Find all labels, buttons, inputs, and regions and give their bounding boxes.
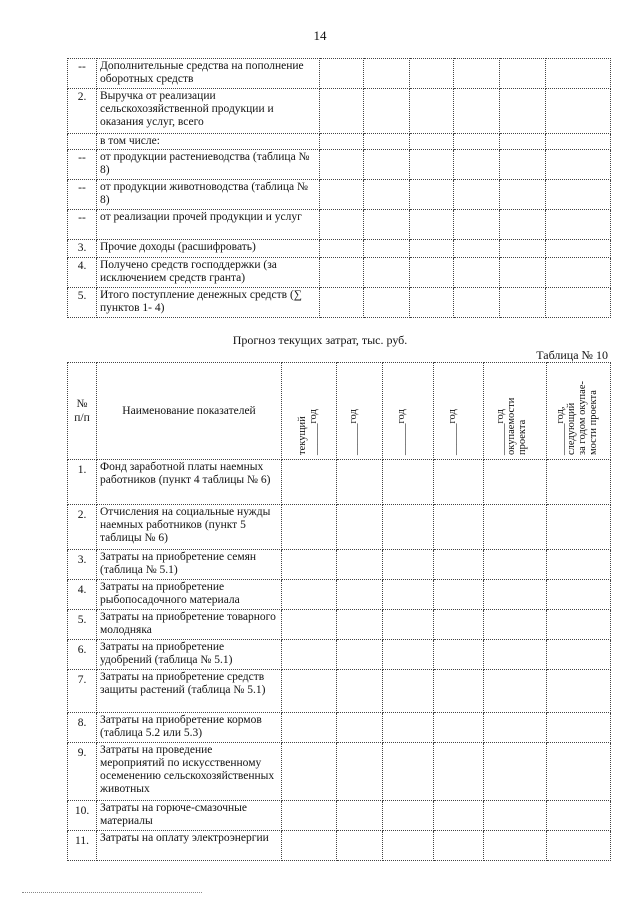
row-number: 5.: [68, 288, 97, 318]
value-cell[interactable]: [454, 59, 500, 89]
value-cell[interactable]: [547, 610, 611, 640]
row-label: Затраты на приобретение семян (таблица № 5.1): [97, 550, 282, 580]
value-cell[interactable]: [383, 801, 434, 831]
value-cell[interactable]: [282, 801, 337, 831]
value-cell[interactable]: [484, 550, 547, 580]
value-cell[interactable]: [454, 288, 500, 318]
header-number: № п/п: [68, 363, 97, 460]
value-cell[interactable]: [454, 150, 500, 180]
row-label: Выручка от реализации сельскохозяйственной продукции и оказания услуг, всего: [97, 89, 320, 134]
table-row: [68, 134, 611, 150]
value-cell[interactable]: [337, 640, 383, 670]
value-cell[interactable]: [282, 670, 337, 713]
value-cell[interactable]: [364, 59, 410, 89]
value-cell[interactable]: [546, 89, 611, 134]
value-cell[interactable]: [364, 180, 410, 210]
value-cell[interactable]: [383, 831, 434, 861]
value-cell[interactable]: [337, 505, 383, 550]
value-cell[interactable]: [547, 801, 611, 831]
value-cell[interactable]: [434, 743, 484, 801]
value-cell[interactable]: [546, 258, 611, 288]
value-cell[interactable]: [434, 831, 484, 861]
value-cell[interactable]: [434, 640, 484, 670]
value-cell[interactable]: [434, 801, 484, 831]
row-label: от реализации прочей продукции и услуг: [97, 210, 320, 240]
value-cell[interactable]: [282, 580, 337, 610]
value-cell[interactable]: [454, 89, 500, 134]
value-cell[interactable]: [337, 460, 383, 505]
value-cell[interactable]: [434, 460, 484, 505]
row-number: --: [68, 180, 97, 210]
value-cell[interactable]: [484, 713, 547, 743]
value-cell[interactable]: [410, 210, 454, 240]
costs-table: [67, 362, 611, 861]
value-cell[interactable]: [500, 59, 546, 89]
value-cell[interactable]: [410, 134, 454, 150]
value-cell[interactable]: [454, 240, 500, 258]
value-cell[interactable]: [484, 801, 547, 831]
row-number: 4.: [68, 580, 97, 610]
value-cell[interactable]: [484, 831, 547, 861]
header-year-4: ______год: [434, 363, 484, 460]
table-row: [68, 580, 611, 610]
table-row: [68, 831, 611, 861]
value-cell[interactable]: [364, 210, 410, 240]
table-label: Таблица № 10: [536, 348, 608, 362]
value-cell[interactable]: [454, 210, 500, 240]
value-cell[interactable]: [500, 258, 546, 288]
table-row: [68, 59, 611, 89]
row-number: --: [68, 150, 97, 180]
value-cell[interactable]: [320, 180, 364, 210]
header-payback-year: ______год окупаемости проекта: [484, 363, 547, 460]
header-year-3: ______год: [383, 363, 434, 460]
value-cell[interactable]: [547, 713, 611, 743]
table-row: [68, 670, 611, 713]
value-cell[interactable]: [484, 580, 547, 610]
value-cell[interactable]: [383, 713, 434, 743]
value-cell[interactable]: [282, 550, 337, 580]
row-number: 11.: [68, 831, 97, 861]
value-cell[interactable]: [320, 288, 364, 318]
value-cell[interactable]: [547, 670, 611, 713]
value-cell[interactable]: [500, 288, 546, 318]
table-row: [68, 89, 611, 134]
table-row: [68, 610, 611, 640]
value-cell[interactable]: [454, 180, 500, 210]
row-number: [68, 134, 97, 150]
row-label: Затраты на проведение мероприятий по искусственному осеменению сельскохозяйственных животных: [97, 743, 282, 801]
table-row: [68, 505, 611, 550]
value-cell[interactable]: [454, 134, 500, 150]
value-cell[interactable]: [410, 89, 454, 134]
revenue-table: [67, 58, 611, 318]
row-label: Дополнительные средства на пополнение оборотных средств: [97, 59, 320, 89]
row-number: --: [68, 59, 97, 89]
value-cell[interactable]: [383, 550, 434, 580]
value-cell[interactable]: [383, 505, 434, 550]
value-cell[interactable]: [337, 670, 383, 713]
value-cell[interactable]: [546, 59, 611, 89]
row-number: --: [68, 210, 97, 240]
value-cell[interactable]: [434, 610, 484, 640]
row-number: 4.: [68, 258, 97, 288]
value-cell[interactable]: [364, 288, 410, 318]
value-cell[interactable]: [337, 610, 383, 640]
value-cell[interactable]: [320, 258, 364, 288]
value-cell[interactable]: [337, 550, 383, 580]
row-label: Затраты на горюче-смазочные материалы: [97, 801, 282, 831]
row-label: Затраты на приобретение средств защиты растений (таблица № 5.1): [97, 670, 282, 713]
value-cell[interactable]: [337, 831, 383, 861]
row-label: Затраты на приобретение удобрений (таблица № 5.1): [97, 640, 282, 670]
value-cell[interactable]: [364, 134, 410, 150]
table-header-row: [68, 363, 611, 460]
row-label: Прочие доходы (расшифровать): [97, 240, 320, 258]
row-number: 6.: [68, 640, 97, 670]
value-cell[interactable]: [484, 460, 547, 505]
value-cell[interactable]: [434, 713, 484, 743]
value-cell[interactable]: [546, 210, 611, 240]
value-cell[interactable]: [282, 460, 337, 505]
value-cell[interactable]: [282, 713, 337, 743]
value-cell[interactable]: [484, 505, 547, 550]
value-cell[interactable]: [337, 713, 383, 743]
value-cell[interactable]: [500, 240, 546, 258]
row-number: 2.: [68, 89, 97, 134]
value-cell[interactable]: [547, 640, 611, 670]
table-row: [68, 210, 611, 240]
value-cell[interactable]: [383, 640, 434, 670]
value-cell[interactable]: [547, 505, 611, 550]
value-cell[interactable]: [282, 505, 337, 550]
value-cell[interactable]: [383, 580, 434, 610]
value-cell[interactable]: [364, 258, 410, 288]
value-cell[interactable]: [500, 134, 546, 150]
table-row: [68, 801, 611, 831]
value-cell[interactable]: [410, 59, 454, 89]
value-cell[interactable]: [454, 258, 500, 288]
value-cell[interactable]: [282, 610, 337, 640]
value-cell[interactable]: [364, 150, 410, 180]
value-cell[interactable]: [383, 460, 434, 505]
row-label: Фонд заработной платы наемных работников (пункт 4 таблицы № 6): [97, 460, 282, 505]
table-row: [68, 150, 611, 180]
header-year-2: ______год: [337, 363, 383, 460]
value-cell[interactable]: [410, 240, 454, 258]
value-cell[interactable]: [337, 801, 383, 831]
value-cell[interactable]: [410, 258, 454, 288]
value-cell[interactable]: [337, 580, 383, 610]
row-label: Затраты на приобретение кормов (таблица 5.2 или 5.3): [97, 713, 282, 743]
value-cell[interactable]: [500, 150, 546, 180]
page-number: 14: [313, 28, 327, 43]
value-cell[interactable]: [547, 580, 611, 610]
value-cell[interactable]: [364, 240, 410, 258]
row-number: 3.: [68, 550, 97, 580]
row-label: Затраты на приобретение рыбопосадочного материала: [97, 580, 282, 610]
value-cell[interactable]: [484, 743, 547, 801]
table-row: [68, 640, 611, 670]
value-cell[interactable]: [282, 831, 337, 861]
value-cell[interactable]: [547, 831, 611, 861]
value-cell[interactable]: [546, 150, 611, 180]
value-cell[interactable]: [546, 134, 611, 150]
value-cell[interactable]: [282, 640, 337, 670]
row-number: 2.: [68, 505, 97, 550]
value-cell[interactable]: [484, 610, 547, 640]
value-cell[interactable]: [547, 460, 611, 505]
row-label: в том числе:: [97, 134, 320, 150]
value-cell[interactable]: [320, 210, 364, 240]
value-cell[interactable]: [546, 240, 611, 258]
row-number: 8.: [68, 713, 97, 743]
value-cell[interactable]: [364, 89, 410, 134]
table-row: [68, 550, 611, 580]
table-row: [68, 240, 611, 258]
row-label: от продукции растениеводства (таблица № 8): [97, 150, 320, 180]
value-cell[interactable]: [434, 505, 484, 550]
row-number: 10.: [68, 801, 97, 831]
header-indicator-name: Наименование показателей: [97, 363, 282, 460]
value-cell[interactable]: [320, 89, 364, 134]
row-label: от продукции животноводства (таблица № 8): [97, 180, 320, 210]
value-cell[interactable]: [320, 150, 364, 180]
value-cell[interactable]: [500, 89, 546, 134]
table-row: [68, 460, 611, 505]
table-row: [68, 180, 611, 210]
value-cell[interactable]: [410, 150, 454, 180]
value-cell[interactable]: [337, 743, 383, 801]
header-post-payback-year: ______год, следующий за годом окупае- мости проекта: [547, 363, 611, 460]
table-caption: Прогноз текущих затрат, тыс. руб.: [232, 333, 408, 347]
value-cell[interactable]: [383, 743, 434, 801]
table-row: [68, 258, 611, 288]
row-label: Итого поступление денежных средств (∑ пунктов 1- 4): [97, 288, 320, 318]
value-cell[interactable]: [484, 670, 547, 713]
row-number: 1.: [68, 460, 97, 505]
value-cell[interactable]: [547, 743, 611, 801]
value-cell[interactable]: [500, 210, 546, 240]
row-label: Отчисления на социальные нужды наемных работников (пункт 5 таблицы № 6): [97, 505, 282, 550]
value-cell[interactable]: [434, 550, 484, 580]
row-number: 9.: [68, 743, 97, 801]
row-number: 7.: [68, 670, 97, 713]
table-row: [68, 743, 611, 801]
footer-divider: [22, 892, 202, 893]
value-cell[interactable]: [500, 180, 546, 210]
value-cell[interactable]: [547, 550, 611, 580]
row-label: Затраты на приобретение товарного молодняка: [97, 610, 282, 640]
value-cell[interactable]: [282, 743, 337, 801]
value-cell[interactable]: [434, 670, 484, 713]
header-current-year: текущий ______год: [282, 363, 337, 460]
value-cell[interactable]: [320, 134, 364, 150]
value-cell[interactable]: [410, 180, 454, 210]
value-cell[interactable]: [320, 59, 364, 89]
value-cell[interactable]: [484, 640, 547, 670]
value-cell[interactable]: [383, 670, 434, 713]
row-number: 5.: [68, 610, 97, 640]
value-cell[interactable]: [410, 288, 454, 318]
value-cell[interactable]: [434, 580, 484, 610]
value-cell[interactable]: [383, 610, 434, 640]
table-row: [68, 713, 611, 743]
value-cell[interactable]: [546, 288, 611, 318]
row-number: 3.: [68, 240, 97, 258]
row-label: Затраты на оплату электроэнергии: [97, 831, 282, 861]
table-row: [68, 288, 611, 318]
value-cell[interactable]: [320, 240, 364, 258]
row-label: Получено средств господдержки (за исключением средств гранта): [97, 258, 320, 288]
value-cell[interactable]: [546, 180, 611, 210]
